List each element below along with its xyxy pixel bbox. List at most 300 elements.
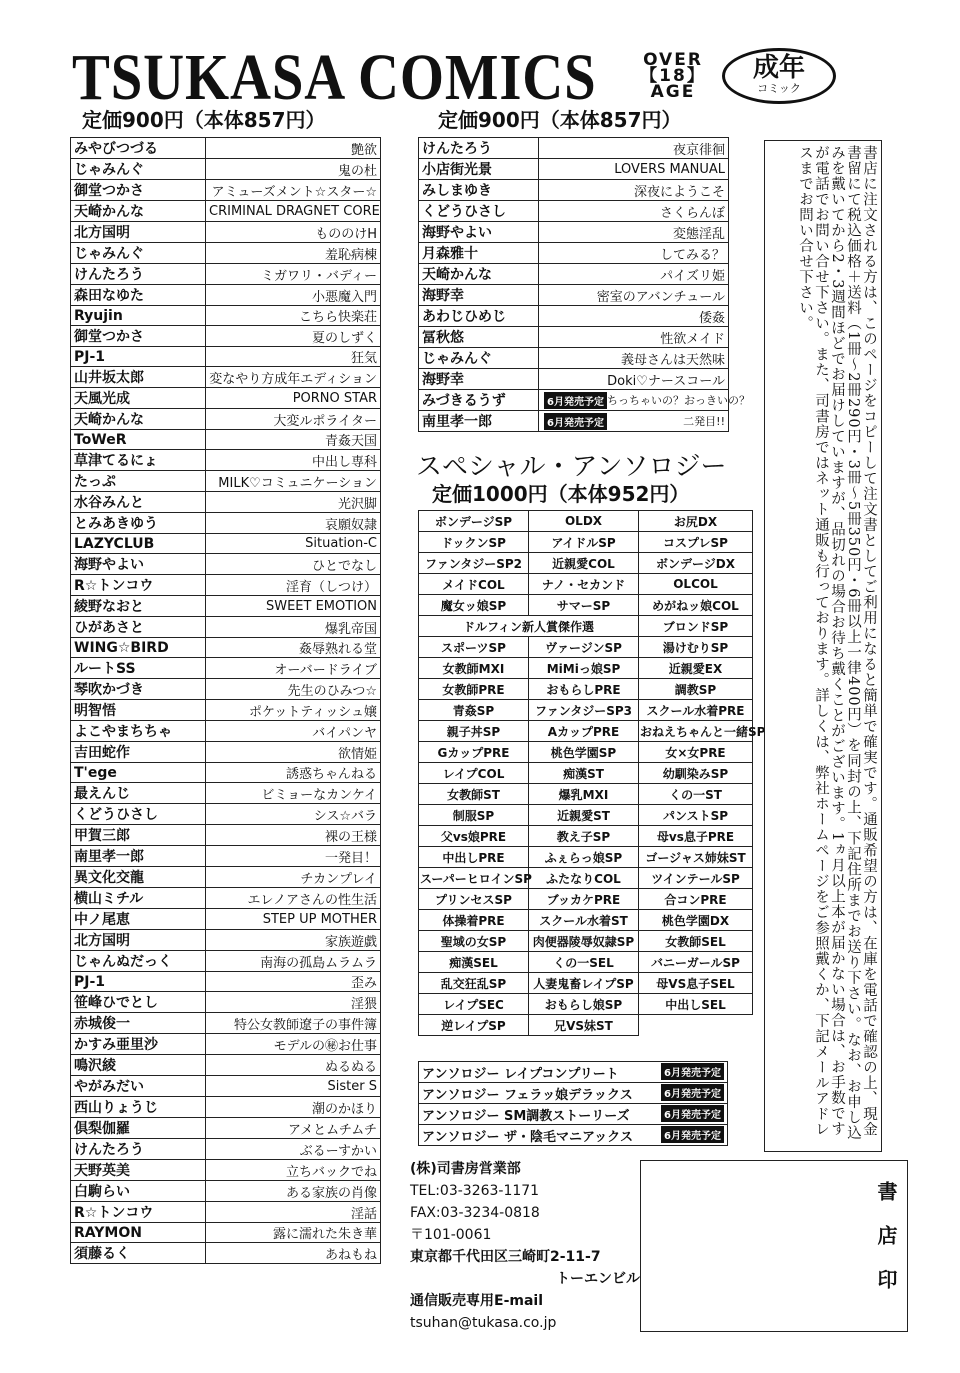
table-row <box>419 1125 728 1146</box>
author-name: 横山ミチル <box>71 888 206 909</box>
author-name: 鳴沢綾 <box>71 1055 206 1076</box>
anthology-cell: 湯けむりSP <box>639 637 753 658</box>
table-row <box>419 180 729 201</box>
book-title: 変なやり方成年エディション <box>206 367 381 388</box>
table-row <box>419 243 729 264</box>
anthology-cell: ヴァージンSP <box>529 637 639 658</box>
book-title: CRIMINAL DRAGNET CORE <box>206 201 381 222</box>
author-name: くどうひさし <box>71 804 206 825</box>
book-title <box>539 180 729 201</box>
anthology-cell: 女教師MXI <box>419 658 529 679</box>
book-title <box>539 327 729 348</box>
table-row <box>419 742 753 763</box>
anthology-cell: 兄VS妹ST <box>529 1015 639 1036</box>
table-row <box>419 1062 728 1083</box>
table-row <box>419 763 753 784</box>
table-row <box>419 222 729 243</box>
author-name: けんたろう <box>71 264 206 285</box>
book-title: ビミョーなカンケイ <box>206 783 381 804</box>
author-name: 御堂つかさ <box>71 326 206 347</box>
anthology-cell: ふぇらっ娘SP <box>529 847 639 868</box>
anthology-cell: OLCOL <box>639 574 753 595</box>
anthology-cell: 魔女ッ娘SP <box>419 595 529 616</box>
author-name: 海野幸 <box>419 285 539 306</box>
table-row <box>71 138 381 159</box>
book-title <box>539 201 729 222</box>
adult-badge-main: 成年 <box>752 53 805 83</box>
author-name: ToWeR <box>71 430 206 450</box>
table-row <box>419 952 753 973</box>
anthology-cell: 乱交狂乱SP <box>419 973 529 994</box>
table-row <box>71 1202 381 1223</box>
table-row <box>419 327 729 348</box>
company-name: (株)司書房営業部 <box>410 1161 521 1177</box>
book-title: 大変ルポライター <box>206 409 381 430</box>
table-row <box>419 1104 728 1125</box>
table-row <box>419 616 753 637</box>
table-row <box>419 889 753 910</box>
table-row <box>419 721 753 742</box>
company-info <box>410 1158 640 1334</box>
anthology-cell: 母vs息子PRE <box>639 826 753 847</box>
table-row <box>419 390 729 411</box>
author-name: 海野やよい <box>419 222 539 243</box>
book-title: 裸の王様 <box>206 825 381 846</box>
anthology-cell: スポーツSP <box>419 637 529 658</box>
book-title: 淫話 <box>206 1202 381 1223</box>
anthology-cell: おねえちゃんと一緒SP <box>639 721 753 742</box>
table-row <box>419 201 729 222</box>
table-row <box>71 930 381 951</box>
book-title: シス☆バラ <box>206 804 381 825</box>
company-mail-label: 通信販売専用E-mail <box>410 1293 544 1309</box>
book-title: ポケットティッシュ嬢 <box>206 700 381 721</box>
anthology-cell: 女教師ST <box>419 784 529 805</box>
book-title <box>539 306 729 327</box>
book-title: 特公女教師遼子の事件簿 <box>206 1013 381 1034</box>
author-name: 明智悟 <box>71 700 206 721</box>
anthology-cell: 爆乳MXI <box>529 784 639 805</box>
over-age-line: AGE <box>650 82 696 102</box>
anthology-cell: MiMiっ娘SP <box>529 658 639 679</box>
book-title-text: さくらんぼ <box>659 205 725 221</box>
anthology-cell: ブロンドSP <box>639 616 753 637</box>
table-row <box>419 805 753 826</box>
author-name: 白駒らい <box>71 1181 206 1202</box>
table-row <box>71 554 381 575</box>
author-name: 南里孝一郎 <box>71 846 206 867</box>
table-row <box>71 867 381 888</box>
anthology-cell: 女教師PRE <box>419 679 529 700</box>
book-title: 家族遊戯 <box>206 930 381 951</box>
anthology-cell: 父vs娘PRE <box>419 826 529 847</box>
anthology-cell: 逆レイプSP <box>419 1015 529 1036</box>
author-name: みやびつづる <box>71 138 206 159</box>
table-row <box>419 1083 728 1104</box>
author-name: 冨秋悠 <box>419 327 539 348</box>
anthology-cell: 調教SP <box>639 679 753 700</box>
anthology-cell: おもらし娘SP <box>529 994 639 1015</box>
author-name: R☆トンコウ <box>71 1202 206 1223</box>
company-email: tsuhan@tukasa.co.jp <box>410 1315 557 1331</box>
author-name: ルートSS <box>71 658 206 679</box>
book-title: 夏のしずく <box>206 326 381 347</box>
book-title: PORNO STAR <box>206 388 381 409</box>
table-row <box>71 367 381 388</box>
anthology-cell: ボンデージSP <box>419 511 529 532</box>
book-title-text: 性欲メイド <box>660 331 725 347</box>
anthology-cell: ファンタジーSP3 <box>529 700 639 721</box>
book-title-text: LOVERS MANUAL <box>614 161 725 177</box>
table-row <box>419 658 753 679</box>
bookstore-stamp-label: 書店印 <box>874 1181 898 1313</box>
author-name: LAZYCLUB <box>71 534 206 554</box>
table-row <box>71 700 381 721</box>
book-title: こちら快楽荘 <box>206 306 381 326</box>
book-title: エレノアさんの性生活 <box>206 888 381 909</box>
special-anthology-title: スペシャル・アンソロジー <box>416 452 727 482</box>
book-title-text: Doki♡ナースコール <box>607 373 725 389</box>
book-title: 潮のかほり <box>206 1097 381 1118</box>
anthology-cell: スーパーヒロインSP <box>419 868 529 889</box>
book-title: MILK♡コミュニケーション <box>206 471 381 492</box>
author-name: 天崎かんな <box>71 409 206 430</box>
table-row <box>419 369 729 390</box>
title-list-left <box>70 137 381 1264</box>
table-row <box>71 846 381 867</box>
table-row <box>71 492 381 513</box>
author-name: 最えんじ <box>71 783 206 804</box>
book-title: 姦辱熟れる堂 <box>206 638 381 658</box>
anthology-cell: レイプSEC <box>419 994 529 1015</box>
book-title: 艶欲 <box>206 138 381 159</box>
company-fax: FAX:03-3234-0818 <box>410 1205 540 1221</box>
table-row <box>419 826 753 847</box>
anthology-title: アンソロジー ザ・陰毛マニアックス <box>422 1129 633 1145</box>
book-title: 鬼の杜 <box>206 159 381 180</box>
author-name: 天崎かんな <box>71 201 206 222</box>
anthology-cell: 人妻鬼畜レイプSP <box>529 973 639 994</box>
book-title: 光沢脚 <box>206 492 381 513</box>
table-row <box>71 1181 381 1202</box>
author-name: 西山りょうじ <box>71 1097 206 1118</box>
table-row <box>71 471 381 492</box>
author-name: WING☆BIRD <box>71 638 206 658</box>
anthology-cell: 桃色学園SP <box>529 742 639 763</box>
release-mark: 6月発売予定 <box>544 392 607 409</box>
book-title: 歪み <box>206 972 381 992</box>
author-name: 海野幸 <box>419 369 539 390</box>
book-title-text: 義母さんは天然味 <box>620 352 725 368</box>
title-list-right <box>418 137 750 432</box>
table-row <box>71 992 381 1013</box>
anthology-cell: ゴージャス姉妹ST <box>639 847 753 868</box>
table-row <box>71 721 381 742</box>
table-row <box>71 1034 381 1055</box>
book-title-text: パイズリ姫 <box>660 268 725 284</box>
author-name: 水谷みんと <box>71 492 206 513</box>
author-name: やがみだい <box>71 1076 206 1097</box>
book-title-text: 深夜にようこそ <box>633 184 725 200</box>
anthology-cell: 制服SP <box>419 805 529 826</box>
anthology-cell: OLDX <box>529 511 639 532</box>
author-name: 月森雅十 <box>419 243 539 264</box>
table-row <box>419 138 729 159</box>
book-title-text: 夜京徘徊 <box>672 142 725 158</box>
author-name: R☆トンコウ <box>71 575 206 596</box>
table-row <box>419 553 753 574</box>
book-title: あねもね <box>206 1243 381 1264</box>
author-name: 北方国明 <box>71 930 206 951</box>
author-name: 笹峰ひでとし <box>71 992 206 1013</box>
book-title-text: 密室のアバンチュール <box>596 289 725 305</box>
table-row <box>419 784 753 805</box>
table-row <box>71 450 381 471</box>
company-building: トーエンビル <box>556 1271 640 1287</box>
author-name: けんたろう <box>71 1139 206 1160</box>
anthology-item <box>419 1083 728 1104</box>
table-row <box>71 1076 381 1097</box>
price-right: 定価900円（本体857円） <box>438 108 682 132</box>
book-title <box>539 411 729 432</box>
table-row <box>71 638 381 658</box>
anthology-cell: くの一ST <box>639 784 753 805</box>
book-title: ひとでなし <box>206 554 381 575</box>
anthology-cell: ブッカケPRE <box>529 889 639 910</box>
book-title-text: してみる？ <box>659 247 725 263</box>
anthology-cell: 近親愛EX <box>639 658 753 679</box>
book-title <box>539 348 729 369</box>
book-title: 淫猥 <box>206 992 381 1013</box>
book-title: 一発目！ <box>206 846 381 867</box>
anthology-cell: めがねッ娘COL <box>639 595 753 616</box>
release-mark: 6月発売予定 <box>661 1084 724 1101</box>
table-row <box>419 595 753 616</box>
table-row <box>419 411 729 432</box>
author-name: くどうひさし <box>419 201 539 222</box>
table-row <box>419 306 729 327</box>
anthology-cell: 痴漢SEL <box>419 952 529 973</box>
author-name: 異文化交龍 <box>71 867 206 888</box>
anthology-cell: 女×女PRE <box>639 742 753 763</box>
anthology-cell: ツインテールSP <box>639 868 753 889</box>
release-mark: 6月発売予定 <box>661 1126 724 1143</box>
table-row <box>71 742 381 763</box>
book-title: SWEET EMOTION <box>206 596 381 617</box>
table-row <box>419 511 753 532</box>
table-row <box>71 1097 381 1118</box>
table-row <box>71 679 381 700</box>
anthology-cell: 親子丼SP <box>419 721 529 742</box>
book-title-text: 倭姦 <box>698 310 725 326</box>
author-name: とみあきゆう <box>71 513 206 534</box>
table-row <box>419 910 753 931</box>
author-name: 御堂つかさ <box>71 180 206 201</box>
table-row <box>419 637 753 658</box>
anthology-cell: くの一SEL <box>529 952 639 973</box>
author-name: 倶梨伽羅 <box>71 1118 206 1139</box>
book-title: STEP UP MOTHER <box>206 909 381 930</box>
anthology-cell: スクール水着PRE <box>639 700 753 721</box>
anthology-cell: 肉便器陵辱奴隷SP <box>529 931 639 952</box>
table-row <box>71 658 381 679</box>
table-row <box>419 931 753 952</box>
book-title: 淫育（しつけ） <box>206 575 381 596</box>
anthology-cell: 桃色学園DX <box>639 910 753 931</box>
author-name: 中ノ尾恵 <box>71 909 206 930</box>
table-row <box>71 1243 381 1264</box>
table-row <box>71 306 381 326</box>
anthology-cell: バニーガールSP <box>639 952 753 973</box>
author-name: 森田なゆた <box>71 285 206 306</box>
anthology-cell: おもらしPRE <box>529 679 639 700</box>
anthology-cell <box>639 1015 753 1036</box>
table-row <box>71 409 381 430</box>
author-name: 赤城俊一 <box>71 1013 206 1034</box>
anthology-cell: アイドルSP <box>529 532 639 553</box>
book-title: バイパンヤ <box>206 721 381 742</box>
anthology-cell: 痴漢ST <box>529 763 639 784</box>
anthology-cell: 近親愛COL <box>529 553 639 574</box>
author-name: PJ-1 <box>71 972 206 992</box>
table-row <box>419 532 753 553</box>
table-row <box>71 1118 381 1139</box>
book-title: 立ちバックでね <box>206 1160 381 1181</box>
table-row <box>71 1139 381 1160</box>
author-name: じゃみんぐ <box>71 243 206 264</box>
table-row <box>419 1015 753 1036</box>
order-notice-box <box>764 140 882 1152</box>
table-row <box>71 285 381 306</box>
book-title <box>539 285 729 306</box>
anthology-item <box>419 1125 728 1146</box>
table-row <box>419 700 753 721</box>
special-anthology-grid <box>418 510 766 1036</box>
author-name: T'ege <box>71 763 206 783</box>
company-zip: 〒101-0061 <box>410 1227 492 1243</box>
author-name: 琴吹かづき <box>71 679 206 700</box>
anthology-cell: 中出しSEL <box>639 994 753 1015</box>
author-name: じゃんぬだっく <box>71 951 206 972</box>
book-title: もののけH <box>206 222 381 243</box>
author-name: 天野英美 <box>71 1160 206 1181</box>
table-row <box>71 617 381 638</box>
author-name: 草津てるにょ <box>71 450 206 471</box>
table-row <box>71 222 381 243</box>
book-title: 哀願奴隷 <box>206 513 381 534</box>
book-title: オーバードライブ <box>206 658 381 679</box>
table-row <box>71 1160 381 1181</box>
anthology-cell: GカップPRE <box>419 742 529 763</box>
table-row <box>71 159 381 180</box>
special-price: 定価1000円（本体952円） <box>432 482 690 506</box>
book-title: モデルの㊙お仕事 <box>206 1034 381 1055</box>
author-name: ひがあさと <box>71 617 206 638</box>
anthology-cell: 女教師SEL <box>639 931 753 952</box>
author-name: じゃみんぐ <box>419 348 539 369</box>
author-name: Ryujin <box>71 306 206 326</box>
table-row <box>71 326 381 347</box>
table-row <box>419 285 729 306</box>
table-row <box>71 951 381 972</box>
book-title: 露に濡れた朱き華 <box>206 1223 381 1243</box>
anthology-title: アンソロジー SM調教ストーリーズ <box>422 1108 630 1124</box>
over-age-mark <box>632 52 714 100</box>
adult-comic-badge <box>722 48 836 104</box>
book-title: アメとムチムチ <box>206 1118 381 1139</box>
author-name: かすみ亜里沙 <box>71 1034 206 1055</box>
table-row <box>419 847 753 868</box>
table-row <box>71 575 381 596</box>
table-row <box>419 159 729 180</box>
table-row <box>71 804 381 825</box>
book-title: 小悪魔入門 <box>206 285 381 306</box>
book-title: 中出し専科 <box>206 450 381 471</box>
table-row <box>71 783 381 804</box>
author-name: 海野やよい <box>71 554 206 575</box>
table-row <box>71 1223 381 1243</box>
table-row <box>419 973 753 994</box>
author-name: 山井坂太郎 <box>71 367 206 388</box>
table-row <box>71 1013 381 1034</box>
anthology-cell: 青姦SP <box>419 700 529 721</box>
release-mark: 6月発売予定 <box>661 1063 724 1080</box>
anthology-cell: ドックンSP <box>419 532 529 553</box>
anthology-cell: レイプCOL <box>419 763 529 784</box>
table-row <box>71 430 381 450</box>
anthology-cell: メイドCOL <box>419 574 529 595</box>
anthology-cell: お尻DX <box>639 511 753 532</box>
author-name: けんたろう <box>419 138 539 159</box>
author-name: みしまゆき <box>419 180 539 201</box>
book-title: 羞恥病棟 <box>206 243 381 264</box>
author-name: 綾野なおと <box>71 596 206 617</box>
anthology-cell: 聖域の女SP <box>419 931 529 952</box>
table-row <box>71 825 381 846</box>
anthology-cell: 母VS息子SEL <box>639 973 753 994</box>
book-title: 先生のひみつ☆ <box>206 679 381 700</box>
author-name: みづきるうず <box>419 390 539 411</box>
book-title <box>539 243 729 264</box>
anthology-cell: 幼馴染みSP <box>639 763 753 784</box>
anthology-cell: 体操着PRE <box>419 910 529 931</box>
author-name: 吉田蛇作 <box>71 742 206 763</box>
table-row <box>71 201 381 222</box>
table-row <box>71 513 381 534</box>
author-name: 南里孝一郎 <box>419 411 539 432</box>
author-name: 甲賀三郎 <box>71 825 206 846</box>
anthology-cell: 教え子SP <box>529 826 639 847</box>
book-title: ある家族の肖像 <box>206 1181 381 1202</box>
bookstore-stamp-box <box>640 1160 908 1332</box>
table-row <box>71 909 381 930</box>
anthology-item <box>419 1104 728 1125</box>
release-mark: 6月発売予定 <box>661 1105 724 1122</box>
anthology-cell: プリンセスSP <box>419 889 529 910</box>
book-title <box>539 369 729 390</box>
author-name: RAYMON <box>71 1223 206 1243</box>
book-title: ぬるぬる <box>206 1055 381 1076</box>
author-name: たっぷ <box>71 471 206 492</box>
author-name: 須藤るく <box>71 1243 206 1264</box>
table-row <box>71 534 381 554</box>
anthology-cell: 合コンPRE <box>639 889 753 910</box>
book-title <box>539 222 729 243</box>
brand-title: TSUKASA COMICS <box>72 41 597 114</box>
author-name: PJ-1 <box>71 347 206 367</box>
anthology-cell: ボンデージDX <box>639 553 753 574</box>
table-row <box>71 264 381 285</box>
